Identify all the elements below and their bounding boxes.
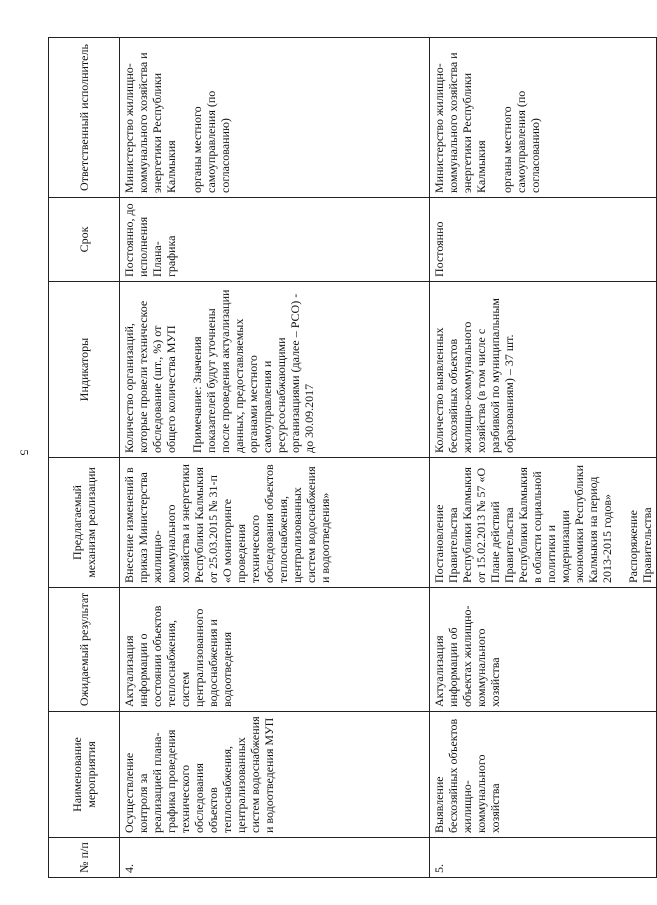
header-mechanism: Предлагаемый механизм реализации	[49, 458, 120, 588]
header-name: Наименование мероприятия	[49, 712, 120, 838]
row-mechanism-cell	[430, 458, 657, 588]
row-indicators: Количество выявленных бесхозяйных объектов жилищно-коммунального хозяйства (в том числе с разбивкой по муниципальным образованиям) – 37 шт.	[430, 282, 657, 458]
row-deadline: Постоянно	[430, 198, 657, 282]
table-row	[120, 38, 430, 878]
header-indicators: Индикаторы	[49, 282, 120, 458]
row-result: Актуализация информации об объектах жилищно-коммунального хозяйства	[430, 588, 657, 712]
table-row	[430, 38, 657, 878]
header-num: № п/п	[49, 838, 120, 878]
header-responsible: Ответственный исполнитель	[49, 38, 120, 198]
page-number: 5	[17, 449, 32, 456]
row-result: Актуализация информации о состоянии объектов теплоснабжения, систем централизованного водоснабжения и водоотведения	[120, 588, 430, 712]
row-num: 5.	[430, 838, 657, 878]
row-indicators: Количество организаций, которые провели техническое обследование (шт., %) от общего количества МУП	[122, 300, 178, 453]
action-plan-table	[48, 37, 657, 878]
table-header-row	[49, 38, 120, 878]
row-name: Выявление бесхозяйных объектов жилищно-коммунального хозяйства	[430, 712, 657, 838]
row-responsible: Министерство жилищно-коммунального хозяйства и энергетики Республики Калмыкия	[122, 52, 178, 193]
row-mechanism-2: Распоряжение Правительства	[626, 507, 654, 583]
row-name: Осуществление контроля за реализацией плана-графика проведения технического обследования объектов теплоснабжения, централизованных систем водоснабжения и водоотведения МУП	[120, 712, 430, 838]
rotated-page	[48, 38, 654, 878]
row-mechanism: Внесение изменений в приказ Министерства жилищно-коммунального хозяйства и энергетики Республики Калмыкия от 25.03.2015 № 31-п «О мониторинге проведения технического обследования объектов теплоснабжения, централизованных систем водоснабжения и водоотведения»	[120, 458, 430, 588]
row-indicators-cell	[120, 282, 430, 458]
header-deadline: Срок	[49, 198, 120, 282]
row-responsible-cell	[120, 38, 430, 198]
row-mechanism: Постановление Правительства Республики Калмыкия от 15.02.2013 № 57 «О Плане действий Правительства Республики Калмыкия в области социальной политики и модернизации экономики Республики Калмыкия на период 2013-2015 годов»	[432, 464, 614, 583]
row-deadline: Постоянно, до исполнения Плана-графика	[120, 198, 430, 282]
row-responsible: Министерство жилищно-коммунального хозяйства и энергетики Республики Калмыкия	[432, 52, 488, 193]
row-responsible-2: органы местного самоуправления (по согласованию)	[190, 90, 232, 193]
row-responsible-2: органы местного самоуправления (по согласованию)	[500, 90, 542, 193]
row-indicators-note: Примечание: Значения показателей будут уточнены после проведения актуализации данных, предоставляемых органами местного самоуправления и ресурсоснабжающими организациями (далее – РСО) - до 30.09.2017	[190, 289, 316, 453]
row-responsible-cell	[430, 38, 657, 198]
row-num: 4.	[120, 838, 430, 878]
header-result: Ожидаемый результат	[49, 588, 120, 712]
